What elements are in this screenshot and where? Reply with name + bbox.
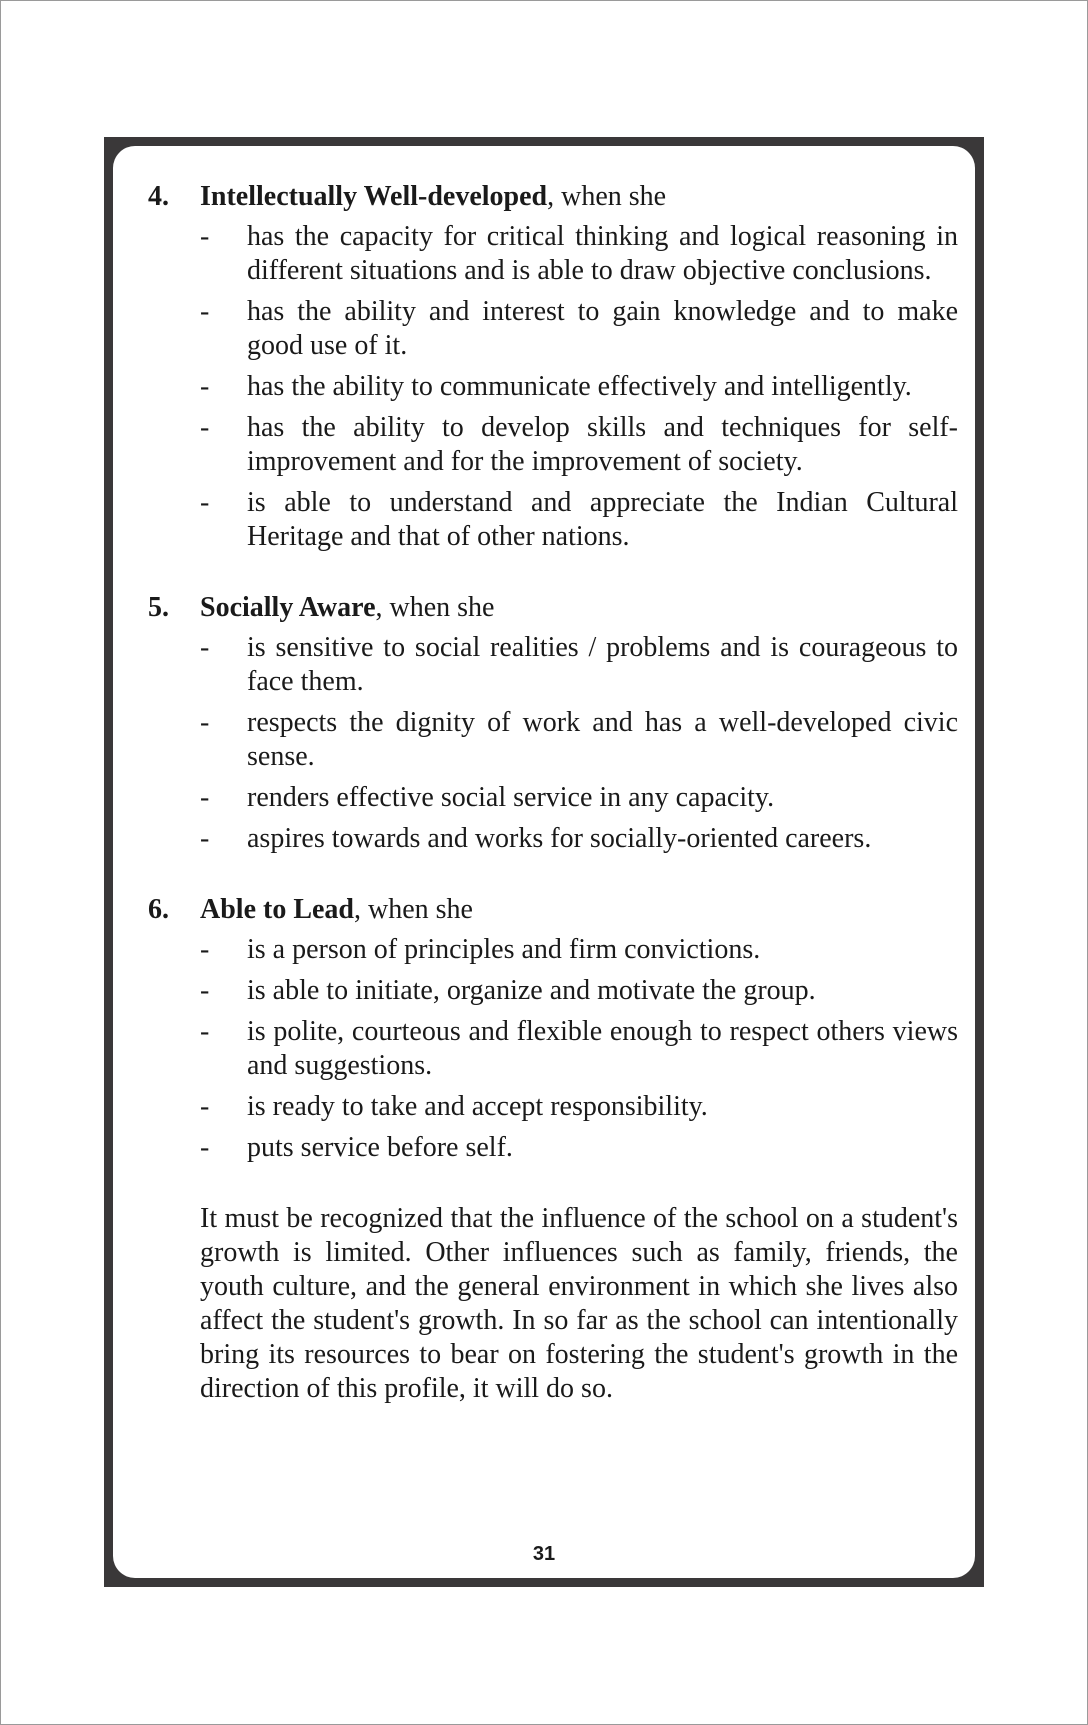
list-item: [148, 486, 958, 554]
list-item: [148, 1090, 958, 1124]
list-item-text: respects the dignity of work and has a well-developed civic sense.: [247, 707, 958, 772]
list-item: [148, 370, 958, 404]
list-item: [148, 220, 958, 288]
section-heading: [148, 591, 958, 625]
bullet-dash: -: [200, 1132, 210, 1163]
section-heading: [148, 893, 958, 927]
section-intellectually-well-developed: [148, 180, 958, 554]
list-item-text: aspires towards and works for socially-oriented careers.: [247, 823, 872, 854]
bullet-dash: -: [200, 487, 210, 518]
bullet-dash: -: [200, 296, 210, 327]
list-item: [148, 974, 958, 1008]
list-item-text: is able to initiate, organize and motivate the group.: [247, 975, 816, 1006]
list-item-text: is able to understand and appreciate the Indian Cultural Heritage and that of other nations.: [247, 487, 958, 552]
list-item: [148, 781, 958, 815]
list-item-text: is a person of principles and firm convictions.: [247, 934, 761, 965]
bullet-list: [148, 631, 958, 856]
list-item: [148, 822, 958, 856]
section-number: 5.: [148, 592, 169, 623]
list-item-text: has the ability and interest to gain knowledge and to make good use of it.: [247, 296, 958, 361]
closing-paragraph: It must be recognized that the influence of the school on a student's growth is limited. Other influences such as family, friends, the youth culture, and the general environment in which she lives also affect the student's growth. In so far as the school can intentionally bring its resources to bear on fostering the student's growth in the direction of this profile, it will do so.: [200, 1203, 958, 1404]
list-item-text: is ready to take and accept responsibility.: [247, 1091, 708, 1122]
section-suffix: , when she: [375, 592, 495, 623]
list-item-text: has the ability to communicate effectively and intelligently.: [247, 371, 912, 402]
bullet-dash: -: [200, 632, 210, 663]
list-item-text: has the ability to develop skills and techniques for self-improvement and for the improvement of society.: [247, 412, 958, 477]
page-frame: [104, 137, 984, 1587]
bullet-dash: -: [200, 412, 210, 443]
section-title: Intellectually Well-developed: [200, 181, 548, 212]
list-item-text: has the capacity for critical thinking and logical reasoning in different situations and is able to draw objective conclusions.: [247, 221, 958, 286]
bullet-dash: -: [200, 707, 210, 738]
page-number: 31: [532, 1543, 556, 1565]
list-item: [148, 295, 958, 363]
bullet-list: [148, 220, 958, 554]
section-title: Socially Aware: [200, 592, 376, 623]
content-panel: [113, 146, 975, 1578]
list-item: [148, 1131, 958, 1165]
section-able-to-lead: [148, 893, 958, 1165]
section-suffix: , when she: [547, 181, 667, 212]
list-item-text: renders effective social service in any capacity.: [247, 782, 775, 813]
list-item: [148, 706, 958, 774]
section-number: 4.: [148, 181, 169, 212]
bullet-dash: -: [200, 782, 210, 813]
profile-content: [148, 180, 958, 1434]
list-item: [148, 1015, 958, 1083]
bullet-dash: -: [200, 934, 210, 965]
bullet-dash: -: [200, 221, 210, 252]
list-item: [148, 631, 958, 699]
section-number: 6.: [148, 894, 169, 925]
bullet-list: [148, 933, 958, 1165]
list-item: [148, 933, 958, 967]
section-socially-aware: [148, 591, 958, 856]
bullet-dash: -: [200, 1091, 210, 1122]
list-item-text: is polite, courteous and flexible enough to respect others views and suggestions.: [247, 1016, 958, 1081]
list-item-text: puts service before self.: [247, 1132, 513, 1163]
list-item-text: is sensitive to social realities / problems and is courageous to face them.: [247, 632, 958, 697]
bullet-dash: -: [200, 1016, 210, 1047]
section-suffix: , when she: [354, 894, 473, 925]
bullet-dash: -: [200, 975, 210, 1006]
section-title: Able to Lead: [200, 894, 354, 925]
bullet-dash: -: [200, 371, 210, 402]
bullet-dash: -: [200, 823, 210, 854]
list-item: [148, 411, 958, 479]
section-heading: [148, 180, 958, 214]
